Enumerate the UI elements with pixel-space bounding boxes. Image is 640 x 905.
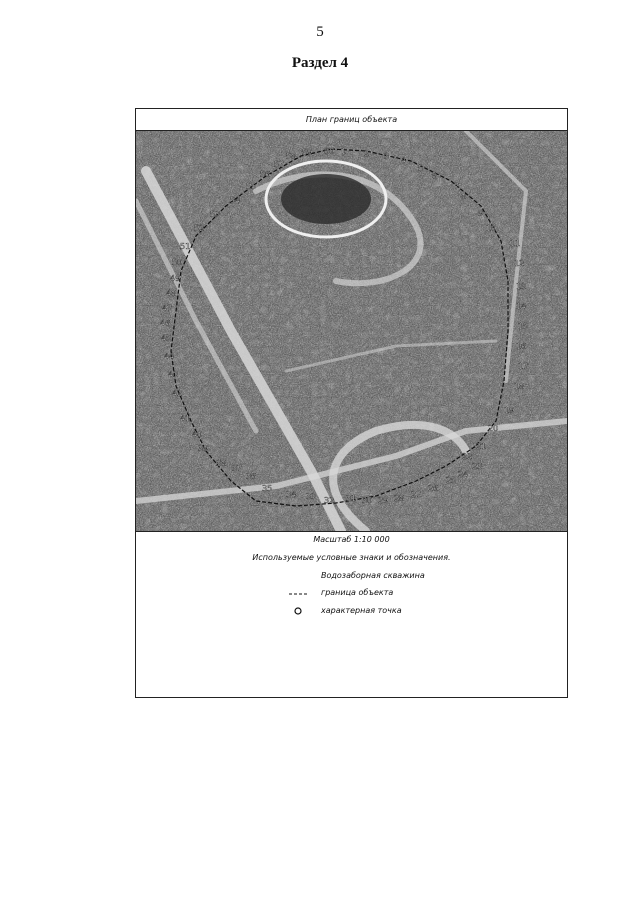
point-label: 52 — [194, 224, 205, 233]
point-label: 30 — [362, 496, 373, 505]
point-label: 55 — [246, 182, 257, 191]
point-label: 31 — [346, 494, 357, 503]
point-label: 6 — [432, 172, 438, 181]
point-icon — [293, 606, 303, 616]
point-label: 26 — [428, 484, 439, 493]
point-label: 58 — [286, 152, 297, 161]
point-label: 35 — [262, 484, 273, 493]
point-label: 49 — [170, 274, 181, 283]
section-title: Раздел 4 — [291, 55, 349, 71]
point-label: 13 — [516, 282, 527, 291]
point-label: 38 — [216, 459, 227, 468]
point-label: 36 — [246, 472, 257, 481]
point-label: 42 — [172, 389, 183, 398]
point-label: 17 — [518, 362, 529, 371]
point-label: 20 — [488, 424, 499, 433]
point-label: 27 — [411, 490, 422, 499]
map-scale: Масштаб 1:10 000 — [313, 535, 390, 544]
point-label: 14 — [516, 302, 527, 311]
legend-label: характерная точка — [321, 606, 402, 615]
point-label: 57 — [274, 160, 285, 169]
point-label: 2 — [364, 149, 370, 158]
point-label: 48 — [166, 289, 177, 298]
point-label: 16 — [516, 342, 527, 351]
point-label: 32 — [324, 496, 335, 505]
plan-frame — [135, 108, 568, 698]
aerial-map — [136, 131, 567, 532]
point-label: 59 — [302, 148, 313, 157]
point-label: 44 — [164, 352, 175, 361]
point-label: 19 — [504, 406, 515, 415]
point-label: 12 — [514, 259, 525, 268]
point-label: 3 — [384, 152, 390, 161]
point-label: 25 — [446, 476, 457, 485]
point-label: 28 — [394, 494, 405, 503]
point-label: 53 — [210, 210, 221, 219]
point-label: 50 — [172, 258, 183, 267]
point-label: 9 — [478, 209, 484, 218]
point-label: 37 — [232, 464, 243, 473]
point-label: 47 — [162, 304, 173, 313]
point-label: 11 — [510, 239, 521, 248]
point-label: 51 — [180, 242, 191, 251]
point-label: 29 — [378, 496, 389, 505]
legend-title: Используемые условные знаки и обозначения. — [252, 553, 451, 562]
legend-label: Водозаборная скважина — [321, 571, 425, 580]
point-label: 5 — [418, 164, 424, 173]
point-label: 45 — [161, 334, 172, 343]
point-label: 40 — [192, 430, 203, 439]
legend-item-well — [321, 571, 425, 580]
point-label: 46 — [160, 319, 171, 328]
point-label: 7 — [454, 182, 460, 191]
point-label: 43 — [168, 370, 179, 379]
point-label: 56 — [260, 170, 271, 179]
point-label: 1 — [341, 147, 347, 156]
point-label: 24 — [458, 470, 469, 479]
point-label: 54 — [230, 196, 241, 205]
legend-item-point — [321, 606, 402, 615]
legend-item-boundary — [321, 588, 393, 597]
point-label: 33 — [306, 492, 317, 501]
point-label: 60 — [324, 147, 335, 156]
point-label: 18 — [514, 382, 525, 391]
point-label: 8 — [461, 192, 467, 201]
point-label: 41 — [180, 414, 191, 423]
point-label: 22 — [462, 452, 473, 461]
legend-label: граница объекта — [321, 588, 394, 597]
point-label: 23 — [472, 462, 483, 471]
point-label: 4 — [401, 156, 407, 165]
point-label: 39 — [198, 444, 209, 453]
point-label: 10 — [486, 224, 497, 233]
plan-title: План границ объекта — [136, 109, 567, 131]
dashed-line-icon — [288, 591, 308, 597]
page-number: 5 — [316, 24, 324, 40]
point-label: 15 — [518, 322, 529, 331]
point-label: 34 — [286, 490, 297, 499]
point-label: 21 — [476, 442, 487, 451]
aerial-map-image — [136, 131, 567, 531]
